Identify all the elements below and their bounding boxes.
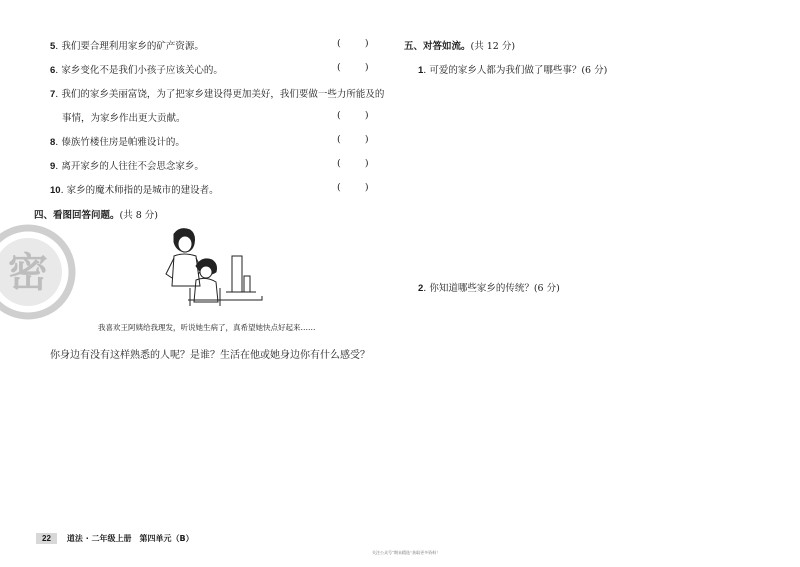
section-5-heading: 五、对答如流。(共 12 分) <box>404 41 516 52</box>
answer-paren-10[interactable]: ( ) <box>337 182 369 193</box>
svg-text:密: 密 <box>8 250 48 296</box>
section-4-question: 你身边有没有这样熟悉的人呢？是谁？生活在他或她身边你有什么感受？ <box>50 350 370 361</box>
answer-paren-6[interactable]: ( ) <box>337 62 369 73</box>
page-number: 22 <box>36 533 57 544</box>
answer-paren-9[interactable]: ( ) <box>337 158 369 169</box>
section-4-heading: 四、看图回答问题。(共 8 分) <box>34 210 159 221</box>
haircut-illustration <box>160 226 264 308</box>
answer-paren-7[interactable]: ( ) <box>337 110 369 121</box>
page-footer <box>36 533 194 544</box>
section-5-question-1: 1. 可爱的家乡人都为我们做了哪些事？(6 分) <box>418 65 608 76</box>
item-6: 6. 家乡变化不是我们小孩子应该关心的。 <box>50 65 223 76</box>
section-5-question-2: 2. 你知道哪些家乡的传统？(6 分) <box>418 283 560 294</box>
item-5: 5. 我们要合理利用家乡的矿产资源。 <box>50 41 204 52</box>
answer-paren-8[interactable]: ( ) <box>337 134 369 145</box>
item-8: 8. 傣族竹楼住房是帕雅设计的。 <box>50 137 185 148</box>
item-10: 10. 家乡的魔术师指的是城市的建设者。 <box>50 185 219 196</box>
book-title: 道法 · 二年级上册 第四单元（B） <box>66 534 194 543</box>
item-7-continued: 事情，为家乡作出更大贡献。 <box>62 113 186 124</box>
illustration-caption: 我喜欢王阿姨给我理发，听说她生病了，真希望她快点好起来…… <box>98 323 316 332</box>
answer-paren-5[interactable]: ( ) <box>337 38 369 49</box>
item-7: 7. 我们的家乡美丽富饶，为了把家乡建设得更加美好，我们要做一些力所能及的 <box>50 89 385 100</box>
item-9: 9. 离开家乡的人往往不会思念家乡。 <box>50 161 204 172</box>
confidential-stamp <box>0 222 78 322</box>
bottom-note: 关注公众号“期末精选”获取更多资料！ <box>372 550 441 555</box>
